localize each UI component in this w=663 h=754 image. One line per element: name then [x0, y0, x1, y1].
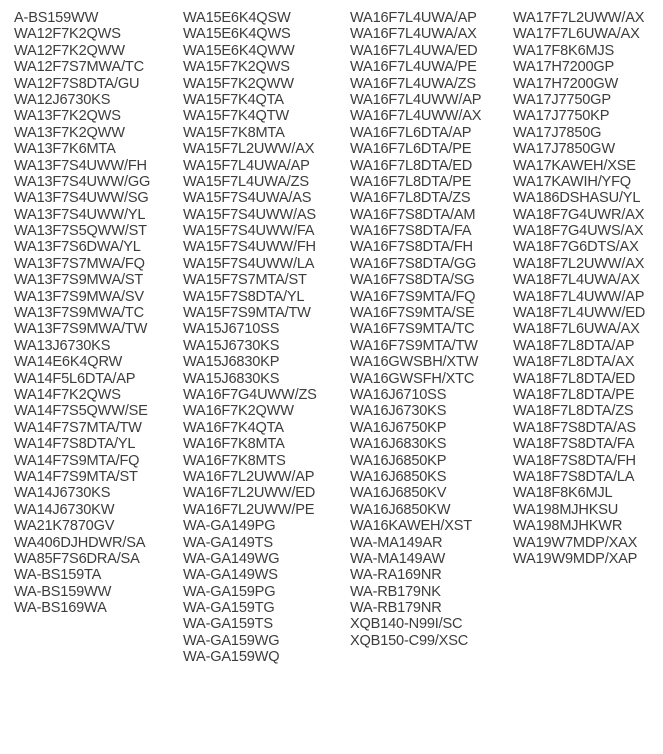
model-number: WA14J6730KS — [14, 485, 111, 502]
model-number: WA-GA149PG — [183, 518, 276, 535]
model-number: WA17J7750KP — [513, 108, 610, 125]
model-number: WA18F7L8DTA/AX — [513, 354, 635, 371]
model-number: WA17KAWIH/YFQ — [513, 173, 631, 190]
model-number: WA15J6710SS — [183, 321, 280, 338]
model-number: WA15F7S8DTA/YL — [183, 288, 305, 305]
model-number: WA16F7L4UWA/AP — [350, 10, 477, 26]
model-number: WA15F7L4UWA/ZS — [183, 173, 309, 190]
model-number: WA15F7L4UWA/AP — [183, 157, 310, 174]
model-number: WA16F7S8DTA/AM — [350, 206, 476, 223]
model-number: WA15J6830KS — [183, 370, 280, 387]
model-number: WA17J7850GW — [513, 141, 615, 158]
model-number: WA13F7S9MWA/TW — [14, 321, 148, 338]
model-number: WA14F7S9MTA/ST — [14, 468, 138, 485]
model-number: WA17KAWEH/XSE — [513, 157, 636, 174]
model-number: WA16F7L8DTA/ED — [350, 157, 473, 174]
model-number: WA16J6850KS — [350, 468, 447, 485]
model-number: WA21K7870GV — [14, 518, 115, 535]
model-number: WA-RB179NK — [350, 583, 441, 600]
model-number: WA16F7L4UWW/AX — [350, 108, 482, 125]
model-number: WA16F7L4UWA/AX — [350, 26, 477, 43]
model-number: WA15F7K8MTA — [183, 124, 285, 141]
model-number: WA16F7L4UWA/PE — [350, 59, 477, 76]
model-number: WA17J7850G — [513, 124, 602, 141]
model-number: WA17F7L6UWA/AX — [513, 26, 640, 43]
model-number: XQB150-C99/XSC — [350, 632, 469, 649]
model-number: WA-MA149AR — [350, 534, 443, 551]
model-number: WA13F7S4UWW/GG — [14, 173, 151, 190]
model-number: WA16F7S9MTA/TC — [350, 321, 475, 338]
model-number: WA15F7S4UWW/AS — [183, 206, 316, 223]
model-number: WA12F7S7MWA/TC — [14, 59, 144, 76]
model-number: WA19W9MDP/XAP — [513, 550, 638, 567]
model-number: WA16F7L4UWW/AP — [350, 91, 482, 108]
model-number: WA16F7S8DTA/GG — [350, 255, 477, 272]
model-number: WA14F5L6DTA/AP — [14, 370, 136, 387]
model-number: WA16F7K2QWW — [183, 403, 294, 420]
model-number: WA15F7K4QTA — [183, 91, 284, 108]
model-number: WA18F8K6MJL — [513, 485, 613, 502]
model-number: WA18F7L8DTA/ED — [513, 370, 636, 387]
model-number: WA198MJHKSU — [513, 501, 619, 518]
model-number: WA-GA149WG — [183, 550, 280, 567]
model-number: WA18F7S8DTA/FA — [513, 436, 635, 453]
model-column-2 — [183, 10, 317, 666]
model-number: WA-RB179NR — [350, 600, 442, 617]
model-number: WA13F7S9MWA/ST — [14, 272, 144, 289]
model-number: WA17J7750GP — [513, 91, 611, 108]
model-number: WA16F7K8MTS — [183, 452, 286, 469]
model-number: WA16F7L6DTA/AP — [350, 124, 472, 141]
model-number: WA16F7L4UWA/ED — [350, 42, 478, 59]
model-number: WA-BS159TA — [14, 567, 102, 584]
model-number: WA18F7G6DTS/AX — [513, 239, 639, 256]
model-column-1 — [14, 10, 150, 616]
model-number: WA16GWSBH/XTW — [350, 354, 479, 371]
model-number: WA16F7L8DTA/PE — [350, 173, 472, 190]
model-number: WA16J6850KW — [350, 501, 451, 518]
model-number: WA85F7S6DRA/SA — [14, 550, 140, 567]
model-number: WA18F7G4UWS/AX — [513, 223, 644, 240]
model-number: WA13F7S6DWA/YL — [14, 239, 141, 256]
model-number: WA16J6730KS — [350, 403, 447, 420]
model-number: WA-BS169WA — [14, 600, 107, 617]
model-number: WA186DSHASU/YL — [513, 190, 641, 207]
model-number: WA16F7K8MTA — [183, 436, 285, 453]
model-number: WA-GA159WQ — [183, 649, 280, 666]
model-number: WA13F7S7MWA/FQ — [14, 255, 145, 272]
model-number: WA18F7S8DTA/FH — [513, 452, 636, 469]
model-number: WA15F7S4UWW/FA — [183, 223, 315, 240]
model-number: WA16F7L8DTA/ZS — [350, 190, 471, 207]
model-number: WA18F7L4UWA/AX — [513, 272, 640, 289]
model-number: WA15J6730KS — [183, 337, 280, 354]
model-number: WA14F7S8DTA/YL — [14, 436, 136, 453]
model-number: WA16F7S9MTA/FQ — [350, 288, 476, 305]
model-number: WA18F7L4UWW/ED — [513, 305, 646, 322]
model-number: WA14F7K2QWS — [14, 386, 121, 403]
model-number: WA16J6710SS — [350, 386, 447, 403]
model-number: WA16F7L2UWW/ED — [183, 485, 316, 502]
model-number: WA14F7S5QWW/SE — [14, 403, 148, 420]
model-number: WA16F7L4UWA/ZS — [350, 75, 476, 92]
model-number: WA16F7S9MTA/TW — [350, 337, 478, 354]
model-number: WA-GA159TG — [183, 600, 275, 617]
model-number: WA12J6730KS — [14, 91, 111, 108]
model-number: WA15F7K2QWW — [183, 75, 294, 92]
model-number: WA16F7S8DTA/FH — [350, 239, 473, 256]
model-number: WA13F7S9MWA/TC — [14, 305, 144, 322]
model-number: WA14J6730KW — [14, 501, 115, 518]
model-number: WA13F7S4UWW/FH — [14, 157, 147, 174]
model-number: WA16F7G4UWW/ZS — [183, 386, 317, 403]
model-number: WA16KAWEH/XST — [350, 518, 473, 535]
model-number: WA18F7L8DTA/ZS — [513, 403, 634, 420]
model-number: WA13F7S9MWA/SV — [14, 288, 144, 305]
model-number: WA18F7L6UWA/AX — [513, 321, 640, 338]
model-number: WA15F7K2QWS — [183, 59, 290, 76]
model-number: WA-GA159PG — [183, 583, 276, 600]
model-number: WA12F7S8DTA/GU — [14, 75, 140, 92]
model-number: WA16F7L2UWW/AP — [183, 468, 315, 485]
model-number: WA16F7S9MTA/SE — [350, 305, 475, 322]
model-number: WA18F7S8DTA/AS — [513, 419, 636, 436]
model-number: WA16F7L6DTA/PE — [350, 141, 472, 158]
model-number: WA15F7L2UWW/AX — [183, 141, 315, 158]
model-number: WA15E6K4QSW — [183, 10, 291, 26]
model-number: WA15E6K4QWW — [183, 42, 295, 59]
model-number: WA17F8K6MJS — [513, 42, 615, 59]
model-number: WA15F7S4UWW/LA — [183, 255, 315, 272]
model-number: WA15F7S4UWW/FH — [183, 239, 316, 256]
model-number: WA198MJHKWR — [513, 518, 623, 535]
model-number: WA15F7S9MTA/TW — [183, 305, 311, 322]
model-number: WA19W7MDP/XAX — [513, 534, 638, 551]
model-number: WA16F7S8DTA/FA — [350, 223, 472, 240]
model-number: WA16J6850KP — [350, 452, 447, 469]
model-number: WA16J6830KS — [350, 436, 447, 453]
model-number: WA17H7200GP — [513, 59, 615, 76]
model-number: WA13J6730KS — [14, 337, 111, 354]
model-number: WA-RA169NR — [350, 567, 442, 584]
model-number: WA18F7L8DTA/AP — [513, 337, 635, 354]
model-number: WA16F7K4QTA — [183, 419, 284, 436]
model-number: WA16J6850KV — [350, 485, 447, 502]
model-number: WA14E6K4QRW — [14, 354, 123, 371]
model-number: WA16F7S8DTA/SG — [350, 272, 475, 289]
model-column-4 — [513, 10, 645, 567]
model-number: WA16F7L2UWW/PE — [183, 501, 315, 518]
model-number: WA-BS159WW — [14, 583, 112, 600]
model-number: WA16J6750KP — [350, 419, 447, 436]
model-number: WA14F7S9MTA/FQ — [14, 452, 140, 469]
model-number: WA-GA149TS — [183, 534, 273, 551]
model-number: WA18F7L8DTA/PE — [513, 386, 635, 403]
model-number: WA17F7L2UWW/AX — [513, 10, 645, 26]
model-number: XQB140-N99I/SC — [350, 616, 463, 633]
model-number: WA16GWSFH/XTC — [350, 370, 475, 387]
model-number: WA406DJHDWR/SA — [14, 534, 146, 551]
model-column-3 — [350, 10, 481, 649]
model-number: WA15J6830KP — [183, 354, 280, 371]
model-number: WA15E6K4QWS — [183, 26, 291, 43]
model-number: WA12F7K2QWS — [14, 26, 121, 43]
model-number: WA18F7L4UWW/AP — [513, 288, 645, 305]
model-number: WA17H7200GW — [513, 75, 619, 92]
model-number: WA13F7K6MTA — [14, 141, 116, 158]
model-number: WA18F7L2UWW/AX — [513, 255, 645, 272]
model-number: WA13F7K2QWW — [14, 124, 125, 141]
model-number: WA-GA159TS — [183, 616, 273, 633]
model-number: WA18F7S8DTA/LA — [513, 468, 635, 485]
model-number: WA15F7K4QTW — [183, 108, 289, 125]
model-number: WA13F7S5QWW/ST — [14, 223, 147, 240]
model-number: WA13F7S4UWW/SG — [14, 190, 149, 207]
model-number: WA13F7K2QWS — [14, 108, 121, 125]
model-number: WA12F7K2QWW — [14, 42, 125, 59]
model-number: WA-MA149AW — [350, 550, 446, 567]
model-number: WA15F7S4UWA/AS — [183, 190, 312, 207]
model-number: WA15F7S7MTA/ST — [183, 272, 307, 289]
model-number: A-BS159WW — [14, 10, 99, 26]
model-number: WA-GA149WS — [183, 567, 278, 584]
model-number: WA18F7G4UWR/AX — [513, 206, 645, 223]
model-number: WA14F7S7MTA/TW — [14, 419, 142, 436]
model-number: WA13F7S4UWW/YL — [14, 206, 146, 223]
model-number: WA-GA159WG — [183, 632, 280, 649]
